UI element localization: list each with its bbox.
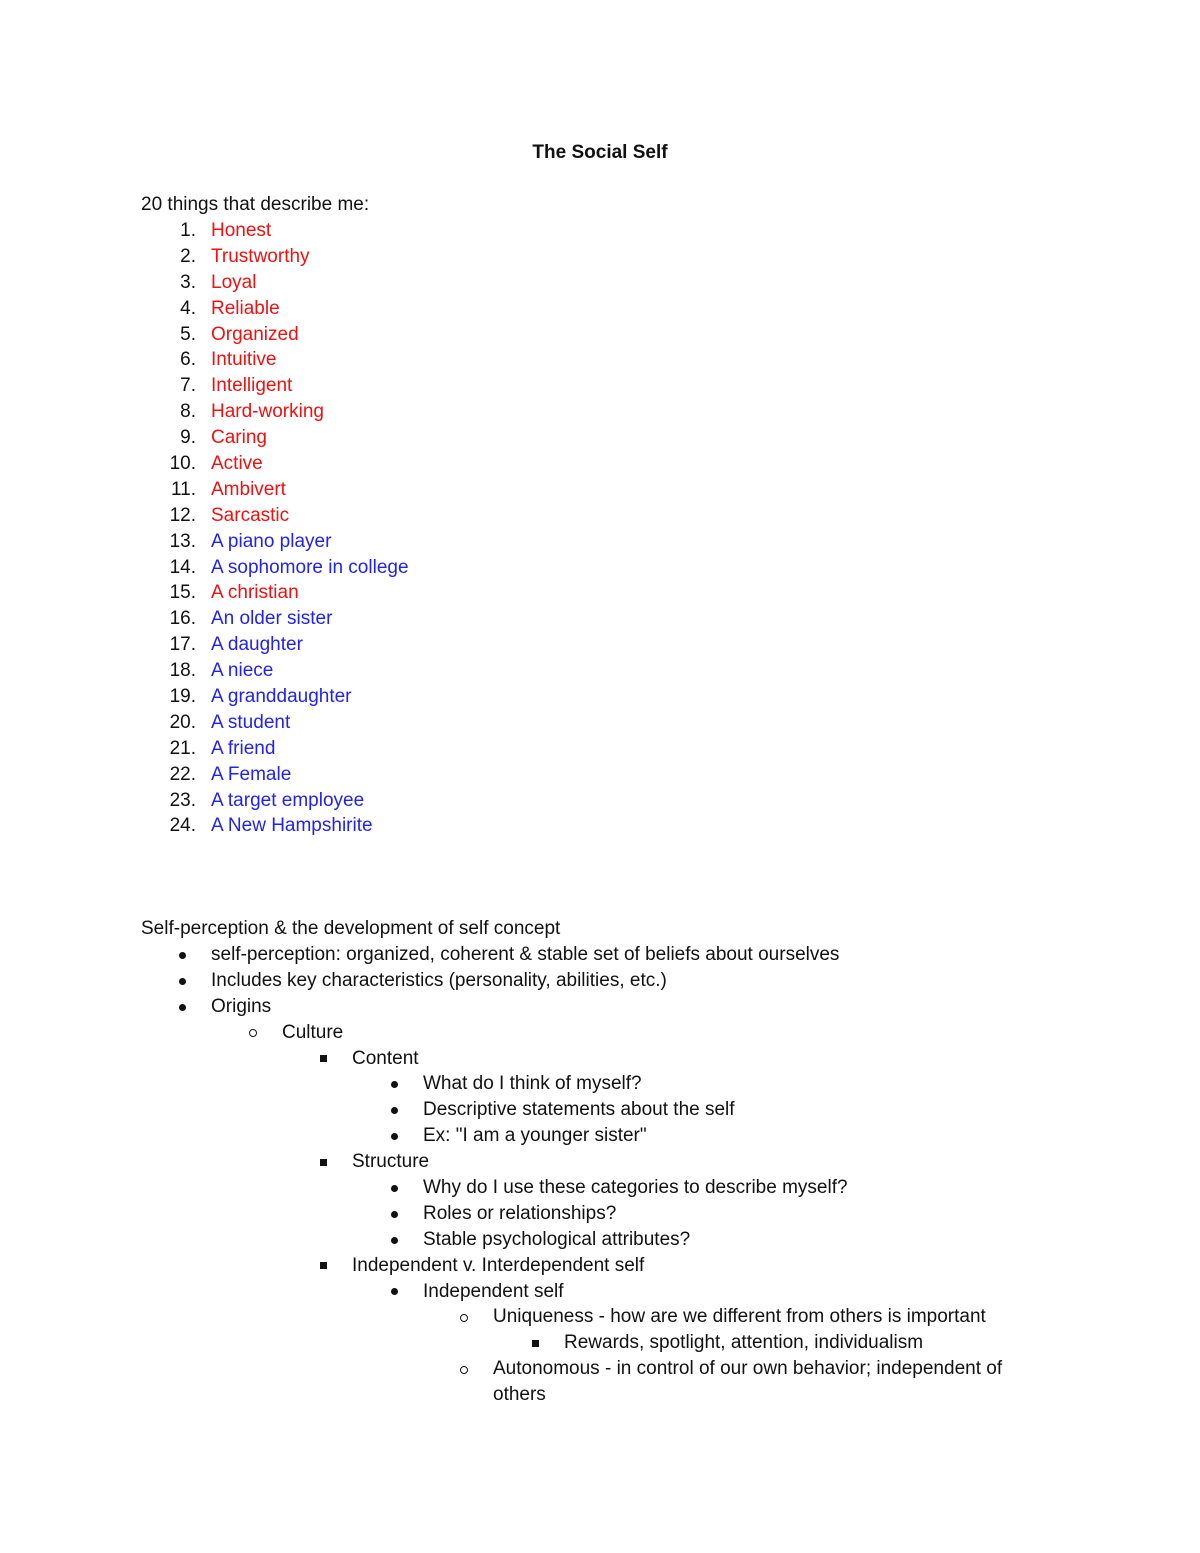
list-item — [0, 425, 1200, 451]
bullet-dot-icon — [386, 1071, 402, 1097]
list-item-text: A daughter — [211, 634, 303, 656]
outline-item — [0, 1382, 1200, 1408]
outline-item — [0, 942, 1200, 968]
list-item — [0, 244, 1200, 270]
list-item — [0, 658, 1200, 684]
list-item — [0, 736, 1200, 762]
outline-item — [0, 994, 1200, 1020]
list-item-text: A niece — [211, 660, 274, 682]
bullet-circle-icon — [456, 1304, 472, 1330]
bullet-square-icon — [315, 1149, 331, 1175]
outline-list — [0, 942, 1200, 1408]
outline-item — [0, 1097, 1200, 1123]
list-item-number: 23. — [169, 789, 196, 811]
list-item-number: 1. — [180, 220, 196, 241]
outline-item — [0, 1227, 1200, 1253]
list-item-text: Caring — [211, 427, 267, 449]
list-item-text: Ambivert — [211, 478, 286, 500]
outline-item-text: others — [493, 1384, 546, 1406]
list-item-text: Active — [211, 453, 263, 475]
list-intro: 20 things that describe me: — [141, 194, 370, 215]
list-item — [0, 580, 1200, 606]
bullet-dot-icon — [386, 1123, 402, 1149]
outline-item-text: What do I think of myself? — [423, 1073, 642, 1095]
list-item-number: 2. — [180, 245, 196, 267]
list-item — [0, 373, 1200, 399]
outline-item — [0, 1304, 1200, 1330]
outline-item-text: Structure — [352, 1151, 430, 1173]
outline-item-text: Roles or relationships? — [423, 1202, 617, 1224]
outline-item-text: Descriptive statements about the self — [423, 1099, 735, 1121]
list-item-number: 6. — [180, 349, 196, 371]
outline-item-text: Content — [352, 1047, 419, 1069]
list-item-text: A friend — [211, 737, 276, 759]
list-item-number: 21. — [169, 737, 196, 759]
list-item-text: Trustworthy — [211, 245, 310, 267]
bullet-circle-icon — [245, 1020, 261, 1046]
bullet-dot-icon — [386, 1227, 402, 1253]
list-item — [0, 788, 1200, 814]
list-item — [0, 218, 1200, 244]
list-item — [0, 813, 1200, 839]
list-item — [0, 710, 1200, 736]
outline-item — [0, 968, 1200, 994]
list-item-text: Intuitive — [211, 349, 277, 371]
bullet-circle-icon — [456, 1356, 472, 1382]
list-item-number: 14. — [169, 556, 196, 578]
list-item-number: 16. — [169, 608, 196, 630]
list-item-number: 10. — [169, 453, 196, 475]
list-item — [0, 270, 1200, 296]
list-item-text: Hard-working — [211, 401, 324, 423]
bullet-dot-icon — [174, 994, 190, 1020]
list-item-text: Loyal — [211, 271, 257, 293]
list-item — [0, 684, 1200, 710]
outline-item — [0, 1330, 1200, 1356]
bullet-square-icon — [315, 1253, 331, 1279]
list-item-number: 4. — [180, 297, 196, 319]
bullet-dot-icon — [386, 1175, 402, 1201]
list-item — [0, 399, 1200, 425]
page-title: The Social Self — [532, 142, 668, 163]
list-item-number: 19. — [169, 686, 196, 708]
list-item-text: A piano player — [211, 530, 332, 552]
list-item-number: 9. — [180, 427, 196, 449]
outline-item — [0, 1201, 1200, 1227]
list-item — [0, 296, 1200, 322]
outline-item-text: Includes key characteristics (personality, abilities, etc.) — [211, 969, 667, 991]
list-item-text: A granddaughter — [211, 686, 352, 708]
list-item-text: Organized — [211, 323, 299, 345]
bullet-dot-icon — [386, 1279, 402, 1305]
list-item-number: 11. — [170, 478, 196, 500]
list-item-text: An older sister — [211, 608, 333, 630]
list-item-number: 8. — [180, 401, 196, 423]
list-item-number: 12. — [169, 504, 196, 526]
outline-item-text: Rewards, spotlight, attention, individualism — [564, 1332, 924, 1354]
list-item-text: A Female — [211, 763, 292, 785]
bullet-dot-icon — [174, 942, 190, 968]
list-item-number: 5. — [180, 323, 196, 345]
outline-item-text: Why do I use these categories to describe myself? — [423, 1177, 848, 1199]
list-item-text: A target employee — [211, 789, 365, 811]
outline-item-text: Independent self — [423, 1280, 564, 1302]
list-item-text: A christian — [211, 582, 299, 604]
list-item — [0, 477, 1200, 503]
outline-item — [0, 1175, 1200, 1201]
list-item-number: 18. — [169, 660, 196, 682]
list-item-text: Reliable — [211, 297, 280, 319]
outline-item-text: Origins — [211, 995, 272, 1017]
list-item-text: Honest — [211, 220, 272, 241]
outline-item-text: Independent v. Interdependent self — [352, 1254, 645, 1276]
list-item-text: A student — [211, 711, 291, 733]
list-item — [0, 322, 1200, 348]
outline-item — [0, 1046, 1200, 1072]
list-item-number: 17. — [169, 634, 196, 656]
outline-item — [0, 1279, 1200, 1305]
outline-item-text: Autonomous - in control of our own behavior; independent of — [493, 1358, 1003, 1380]
outline-item — [0, 1149, 1200, 1175]
bullet-dot-icon — [386, 1201, 402, 1227]
list-item — [0, 451, 1200, 477]
list-item — [0, 555, 1200, 581]
list-item-text: A sophomore in college — [211, 556, 409, 578]
outline-item-text: Uniqueness - how are we different from others is important — [493, 1306, 986, 1328]
outline-item — [0, 1253, 1200, 1279]
list-item — [0, 632, 1200, 658]
list-item-text: Intelligent — [211, 375, 293, 397]
outline-item — [0, 1123, 1200, 1149]
list-item-number: 7. — [180, 375, 196, 397]
outline-item — [0, 1020, 1200, 1046]
list-item-number: 15. — [169, 582, 196, 604]
list-item-number: 13. — [169, 530, 196, 552]
list-item — [0, 762, 1200, 788]
outline-item — [0, 1356, 1200, 1382]
list-item-text: A New Hampshirite — [211, 815, 373, 837]
list-item-number: 24. — [169, 815, 196, 837]
list-item-number: 3. — [180, 271, 196, 293]
bullet-square-icon — [315, 1046, 331, 1072]
outline-item-text: self-perception: organized, coherent & stable set of beliefs about ourselves — [211, 944, 840, 965]
list-item-text: Sarcastic — [211, 504, 290, 526]
bullet-dot-icon — [386, 1097, 402, 1123]
section-heading: Self-perception & the development of self concept — [141, 918, 561, 939]
bullet-square-icon — [527, 1330, 543, 1356]
list-item-number: 20. — [169, 711, 196, 733]
list-item-number: 22. — [169, 763, 196, 785]
outline-item-text: Stable psychological attributes? — [423, 1228, 691, 1250]
outline-item-text: Ex: "I am a younger sister" — [423, 1125, 647, 1147]
list-item — [0, 503, 1200, 529]
list-item — [0, 347, 1200, 373]
description-list — [0, 218, 1200, 839]
outline-item-text: Culture — [282, 1021, 344, 1043]
outline-item — [0, 1071, 1200, 1097]
list-item — [0, 606, 1200, 632]
bullet-dot-icon — [174, 968, 190, 994]
list-item — [0, 529, 1200, 555]
